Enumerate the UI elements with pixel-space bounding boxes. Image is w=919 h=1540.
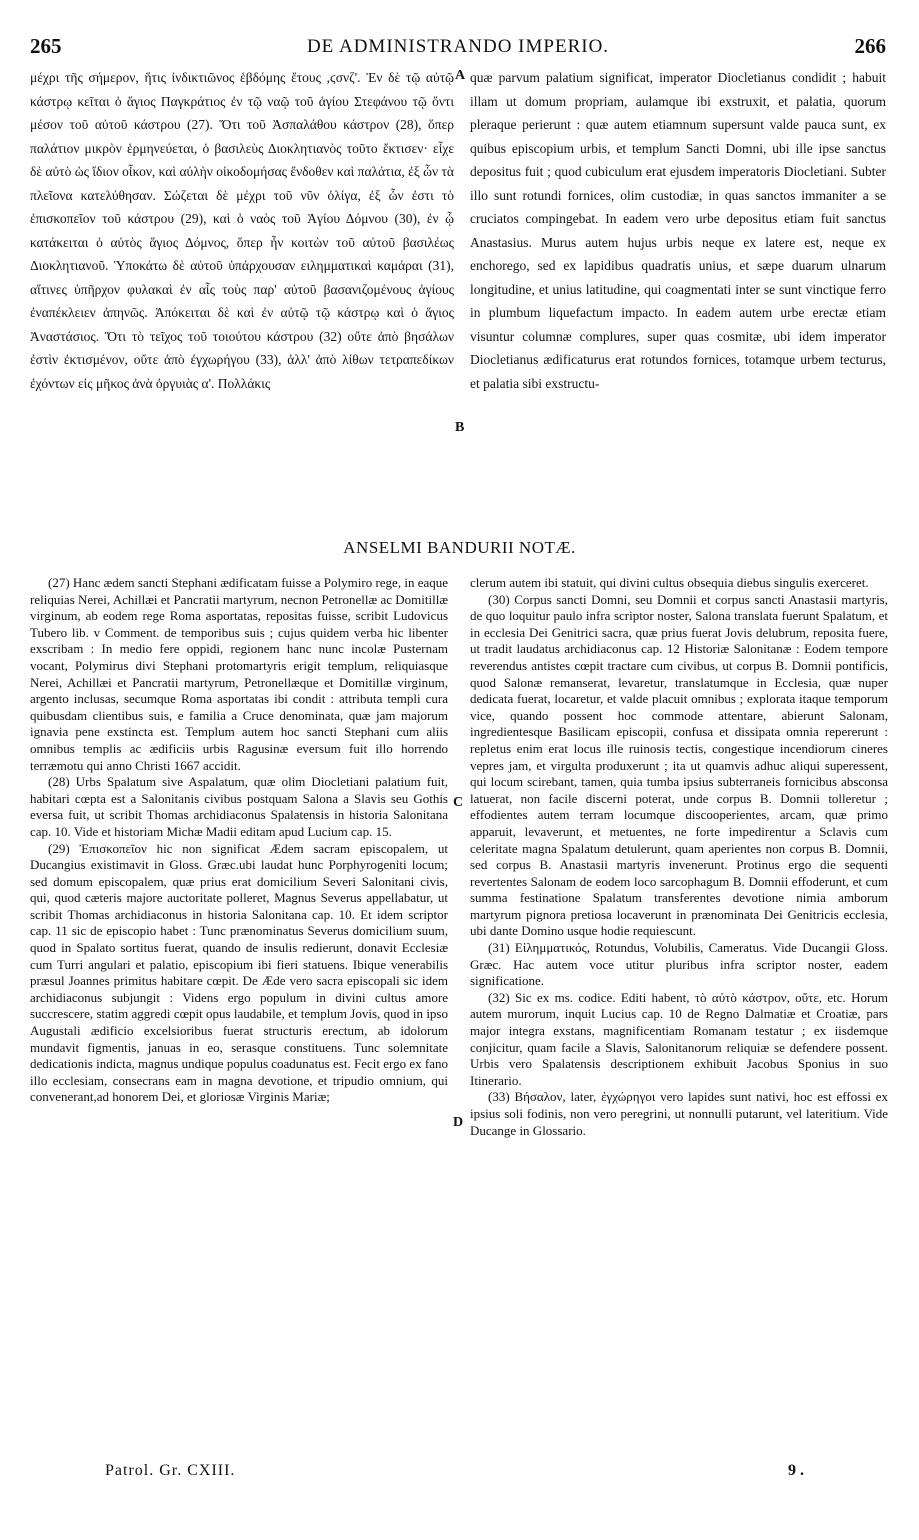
margin-mark-b: B — [455, 420, 465, 435]
margin-mark-a: A — [455, 68, 466, 83]
note-30: (30) Corpus sancti Domni, seu Domnii et corpus sancti Anastasii martyris, de quo loquitur paulo infra scriptor noster, Salona translata fuerunt Spalatum, et in ecclesia Dei Genitrici sacra, quæ prius fuerat Jovis delubrum, reposita fuere, ut tradit laudatus archidiaconus cap. 12 Historiæ Salonitanæ : Eodem tempore reverendus antistes cœpit tractare cum civibus, ut corpus B. Domnii pontificis, quod Salonæ remanserat, levaretur, translatumque in Ecclesia, quæ nuper dedicata fuerat, locaretur, et valde placuit omnibus ; explorata itaque temporum vice, quando possent hoc commode attentare, abierunt Salonam, ingredientesque Basilicam episcopii, confusa et dissipata omnia repererunt : repletus enim erat locus ille ruinosis tectis, congestique incendiorum cineres vepres jam, et virgulta produxerunt ; ita ut quamvis adhuc aliqui superessent, qui locum scirebant, tamen, quia tumba ipsius subterraneis fornicibus absconsa latuerat, non facile discerni poterat, unde corpus B. Domnii tolleretur ; effodientes autem terram locumque discooperientes, arcam, quæ primo apparuit, levaverunt, et metuentes, ne forte impedirentur a Sclavis cum celeritate magna Spalatum detulerunt, quam aperientes non corpus B. Domnii, sed corpus B. Anastasii martyris invenerunt. Protinus ergo die sequenti revertentes Salonam de eodem loco sarcophagum B. Domnii effoderunt, et cum summa festinatione Spalatum transferentes devotione nimia amborum martyrum pignora pretiosa locaverunt in prænominata Dei Genitricis ecclesia, ubi dante Domino usque hodie requiescunt. — [470, 591, 888, 939]
footer-signature: 9 . — [788, 1462, 804, 1479]
margin-mark-d: D — [453, 1115, 464, 1130]
note-31: (31) Εἰλημματικός, Rotundus, Volubilis, Cameratus. Vide Ducangii Gloss. Græc. Hac autem voce utitur pluribus infra scriptor noster, eadem significatione. — [470, 940, 888, 989]
running-title: DE ADMINISTRANDO IMPERIO. — [306, 36, 610, 57]
running-header — [30, 34, 886, 64]
margin-mark-c: C — [453, 795, 464, 810]
notes-left-column — [30, 575, 448, 1465]
latin-text-column: quæ parvum palatium significat, imperator Diocletianus condidit ; habuit illam ut domum propriam, aulamque ibi exstruxit, et palatia, quorum pleraque perierunt : quæ autem etiamnum supersunt valde pauca sunt, ex quibus episcopium urbis, et templum Sancti Domni, ubi ille ipse sanctus depositus fuit ; quod cubiculum erat ejusdem imperatoris Diocletiani. Subter illo sunt rotundi fornices, olim custodiæ, in quas sanctos immaniter a se cruciatos compingebat. In eadem vero urbe depositus etiam fuit sanctus Anastasius. Murus autem hujus urbis neque ex latere est, neque ex enchorego, sed ex lapidibus quadratis unius, et sæpe duarum ulnarum longitudine, et unius latitudine, qui coagmentati inter se sunt vinctique ferro in plumbum liquefactum impacto. In eadem autem urbe erectæ etiam visuntur columnæ complures, super quas cosmitæ, ubi idem imperator Diocletianus ædificaturus erat rotundos fornices, totamque urbem tecturus, et palatia sibi exstructu- — [470, 70, 886, 391]
footer-patrologia: Patrol. Gr. CXIII. — [105, 1462, 236, 1479]
page-number-right: 266 — [854, 34, 886, 58]
notes-right-column — [470, 575, 888, 1485]
note-29: (29) Ἐπισκοπεῖον hic non significat Ædem sacram episcopalem, ut Ducangius existimavit in Gloss. Græc.ubi laudat hunc Porphyrogeniti locum; sed domum episcopalem, quæ prius erat domicilium Severi Salonitani civis, qui, quod cæteris majore auctoritate polleret, Magnus Severus appellabatur, ut scribit Thomas archidiaconus in historia Salonitana cap. 10. Et idem scriptor cap. 11 sic de episcopio habet : Tunc prænominatus Severus domicilium suum, quod in Spalato sortitus fuerat, quando de insulis redierunt, donavit Ecclesiæ cum Turri angulari et palatio, episcopium ibi fieri statuens. Ibique venerabilis præsul Joannes primitus habitare cœpit. De Æde vero sacra episcopali sic idem archidiaconus subjungit : Videns ergo populum in divini cultus amore succrescere, statim aggredi cœpit opus laudabile, et templum Jovis, quod in ipso Augustali ædificio excelsioribus fuerat structuris erectum, ab idolorum mundavit figmentis, januas in eo, serasque constituens. Tunc solemnitate dedicationis indicta, magnus undique populus coadunatus est. Fecit ergo ex fano illo ecclesiam, consecrans eam in magna devotione, et tripudio omnium, qui convenerant,ad honorem Dei, et gloriosæ Virginis Mariæ; — [30, 840, 448, 1105]
note-29-continued: clerum autem ibi statuit, qui divini cultus obsequia diebus singulis exerceret. — [470, 575, 869, 590]
notes-heading: ANSELMI BANDURII NOTÆ. — [343, 538, 576, 557]
note-32: (32) Sic ex ms. codice. Editi habent, τὸ αὐτὸ κάστρον, οὔτε, etc. Horum autem murorum, inquit Lucius cap. 10 de Regno Dalmatiæ et Croatiæ, pars major integra exstans, magnificentiam Romanam testatur ; ex iisdemque conjicitur, quam facile a Slavis, Salonitanorum reliquiæ se defendere possent. Urbis vero Spalatensis descriptionem exhibuit Jacobus Sponius in suo Itinerario. — [470, 989, 888, 1088]
note-33: (33) Βήσαλον, later, ἐγχώρηγοι vero lapides sunt nativi, hoc est effossi ex ipsius soli fodinis, non vero peregrini, ut nonnulli putarunt, vel lateritium. Vide Ducange in Glossario. — [470, 1089, 888, 1138]
note-27: (27) Hanc ædem sancti Stephani ædificatam fuisse a Polymiro rege, in eaque reliquias Nerei, Achillæi et Pancratii martyrum, necnon Petronellæ ac Domitillæ virginum, ab eodem rege Roma asportatas, repositas fuisse, scribit Ludovicus Tubero lib. v Comment. de temporibus suis ; cujus quidem verba hic libenter exscribam : In medio fere oppidi, regionem hanc nunc incolæ Pusternam vocant, Polymirus divi Stephani protomartyris erigit templum, reliquiasque Nerei, Achillæi et Pancratii martyrum, Petronellæque et Domitillæ virginum, argento inclusas, secumque Roma asportatas ibi condit : attributa templi cura quibusdam clientibus suis, e familia a Cruce denominata, quæ jam majorum ignavia pene exstincta est. Templum autem hoc sancti Stephani cum aliis omnibus templis ac ædificiis urbis Ragusinæ eversum fuit illo horrendo terræmotu qui anno Christi 1667 accidit. — [30, 575, 448, 773]
note-28: (28) Urbs Spalatum sive Aspalatum, quæ olim Diocletiani palatium fuit, habitari cœpta est a Salonitanis civibus postquam Salona a Slavis seu Gothis eversa fuit, ut scribit Thomas archidiaconus Spalatensis in historia Salonitana cap. 10. Vide et historiam Michæ Madii editam apud Lucium cap. 15. — [30, 774, 448, 839]
page-number-left: 265 — [30, 34, 62, 58]
greek-text-column: μέχρι τῆς σήμερον, ἥτις ἰνδικτιῶνος ἑβδόμης ἔτους ,ϛσνζ'. Ἐν δὲ τῷ αὐτῷ κάστρῳ κεῖται ὁ ἅγιος Παγκράτιος ἐν τῷ ναῷ τοῦ ἁγίου Στεφάνου τῷ ὄντι μέσον τοῦ αὐτοῦ κάστρου (27). Ὅτι τοῦ Ἀσπαλάθου κάστρον (28), ὅπερ παλάτιον μικρὸν ἑρμηνεύεται, ὁ βασιλεὺς Διοκλητιανὸς τοῦτο ἔκτισεν· εἶχε δὲ αὐτὸ ὡς ἴδιον οἶκον, καὶ αὐλὴν οἰκοδομήσας ἔνδοθεν καὶ παλάτια, ἐξ ὧν τὰ πλεῖονα κατελύθησαν. Σώζεται δὲ μέχρι τοῦ νῦν ὀλίγα, ἐξ ὧν ἐστι τὸ ἐπισκοπεῖον τοῦ κάστρου (29), καὶ ὁ ναὸς τοῦ Ἁγίου Δόμνου (30), ἐν ᾧ κατάκειται ὁ αὐτὸς ἅγιος Δόμνος, ὅπερ ἦν κοιτὼν τοῦ αὐτοῦ βασιλέως Διοκλητιανοῦ. Ὑποκάτω δὲ αὐτοῦ ὑπάρχουσαν ειλημματικαὶ καμάραι (31), αἵτινες ὑπῆρχον φυλακαὶ ἐν αἷς τοὺς παρ' αὐτοῦ βασανιζομένους ἁγίους ἐναπέκλειεν ἀπηνῶς. Ἀπόκειται δὲ καὶ ἐν αὐτῷ τῷ κάστρῳ καὶ ὁ ἅγιος Ἀναστάσιος. Ὅτι τὸ τεῖχος τοῦ τοιούτου κάστρου (32) οὔτε ἀπὸ βησάλων ἐστὶν ἐκτισμένον, οὔτε ἀπὸ ἐγχωρήγου (33), ἀλλ' ἀπὸ λίθων τετραπεδίκων ἐχόντων εἰς μῆκος ἀνὰ ὀργυιὰς α'. Πολλάκις — [30, 70, 454, 391]
